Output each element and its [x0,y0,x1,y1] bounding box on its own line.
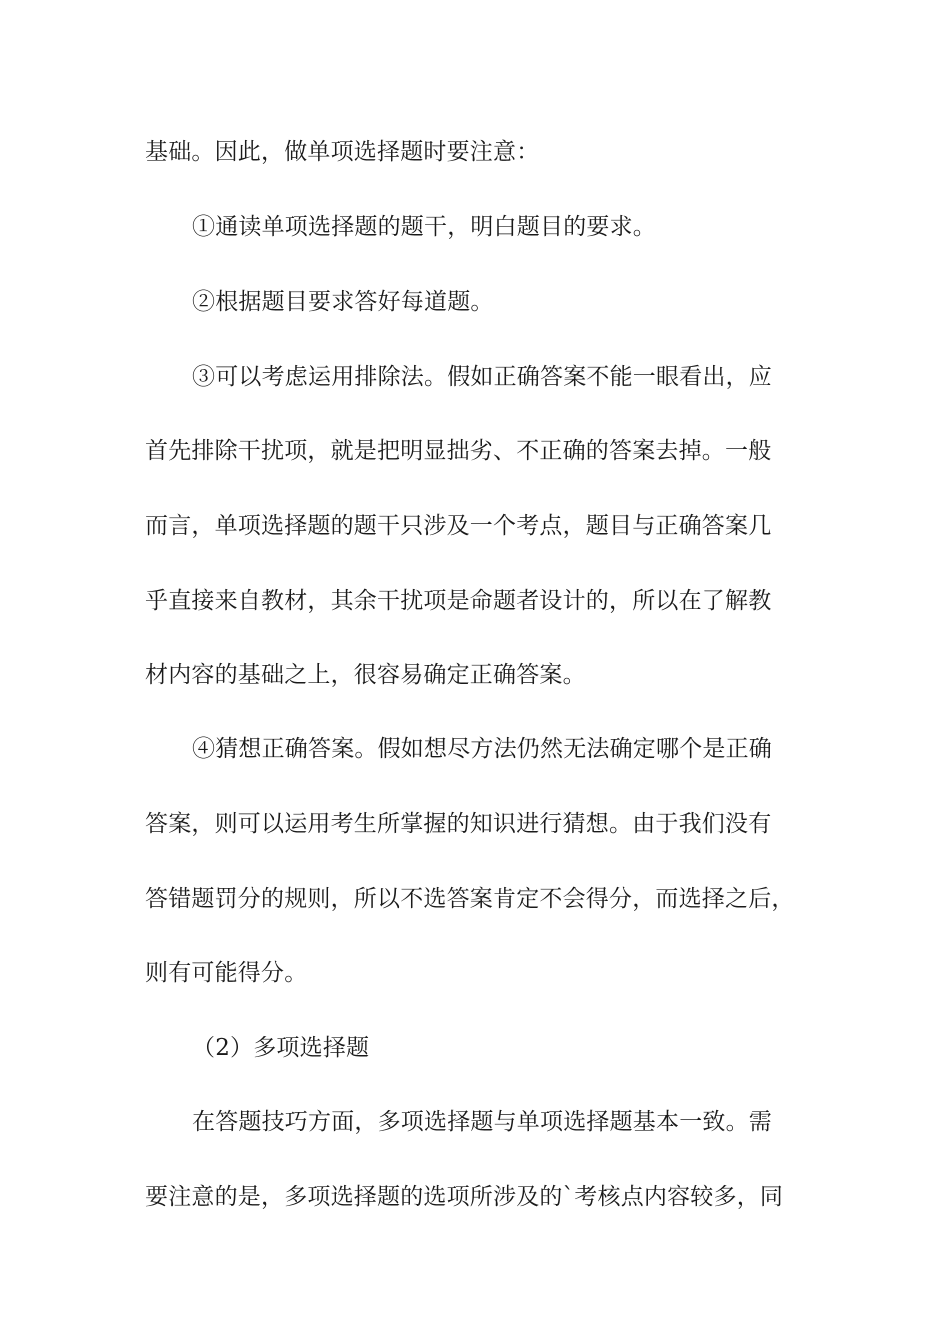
list-item-1: ①通读单项选择题的题干，明白题目的要求。 [192,214,656,240]
paragraph-start: 在答题技巧方面，多项选择题与单项选择题基本一致。需 [192,1109,772,1135]
section-heading: （2）多项选择题 [192,1035,370,1061]
text-line: 乎直接来自教材，其余干扰项是命题者设计的，所以在了解教 [145,588,772,614]
text-line: 而言，单项选择题的题干只涉及一个考点，题目与正确答案几 [145,513,772,539]
list-item-3: ③可以考虑运用排除法。假如正确答案不能一眼看出，应 [192,364,772,390]
text-line: 首先排除干扰项，就是把明显拙劣、不正确的答案去掉。一般 [145,438,772,464]
list-item-2: ②根据题目要求答好每道题。 [192,289,494,315]
text-line: 答错题罚分的规则，所以不选答案肯定不会得分，而选择之后， [145,886,795,912]
text-line: 材内容的基础之上，很容易确定正确答案。 [145,662,586,688]
list-item-4: ④猜想正确答案。假如想尽方法仍然无法确定哪个是正确 [192,736,772,762]
text-line: 答案，则可以运用考生所掌握的知识进行猜想。由于我们没有 [145,811,772,837]
text-line: 则有可能得分。 [145,960,308,986]
text-line: 要注意的是，多项选择题的选项所涉及的`考核点内容较多，同 [145,1184,784,1210]
text-line: 基础。因此，做单项选择题时要注意： [145,139,540,165]
